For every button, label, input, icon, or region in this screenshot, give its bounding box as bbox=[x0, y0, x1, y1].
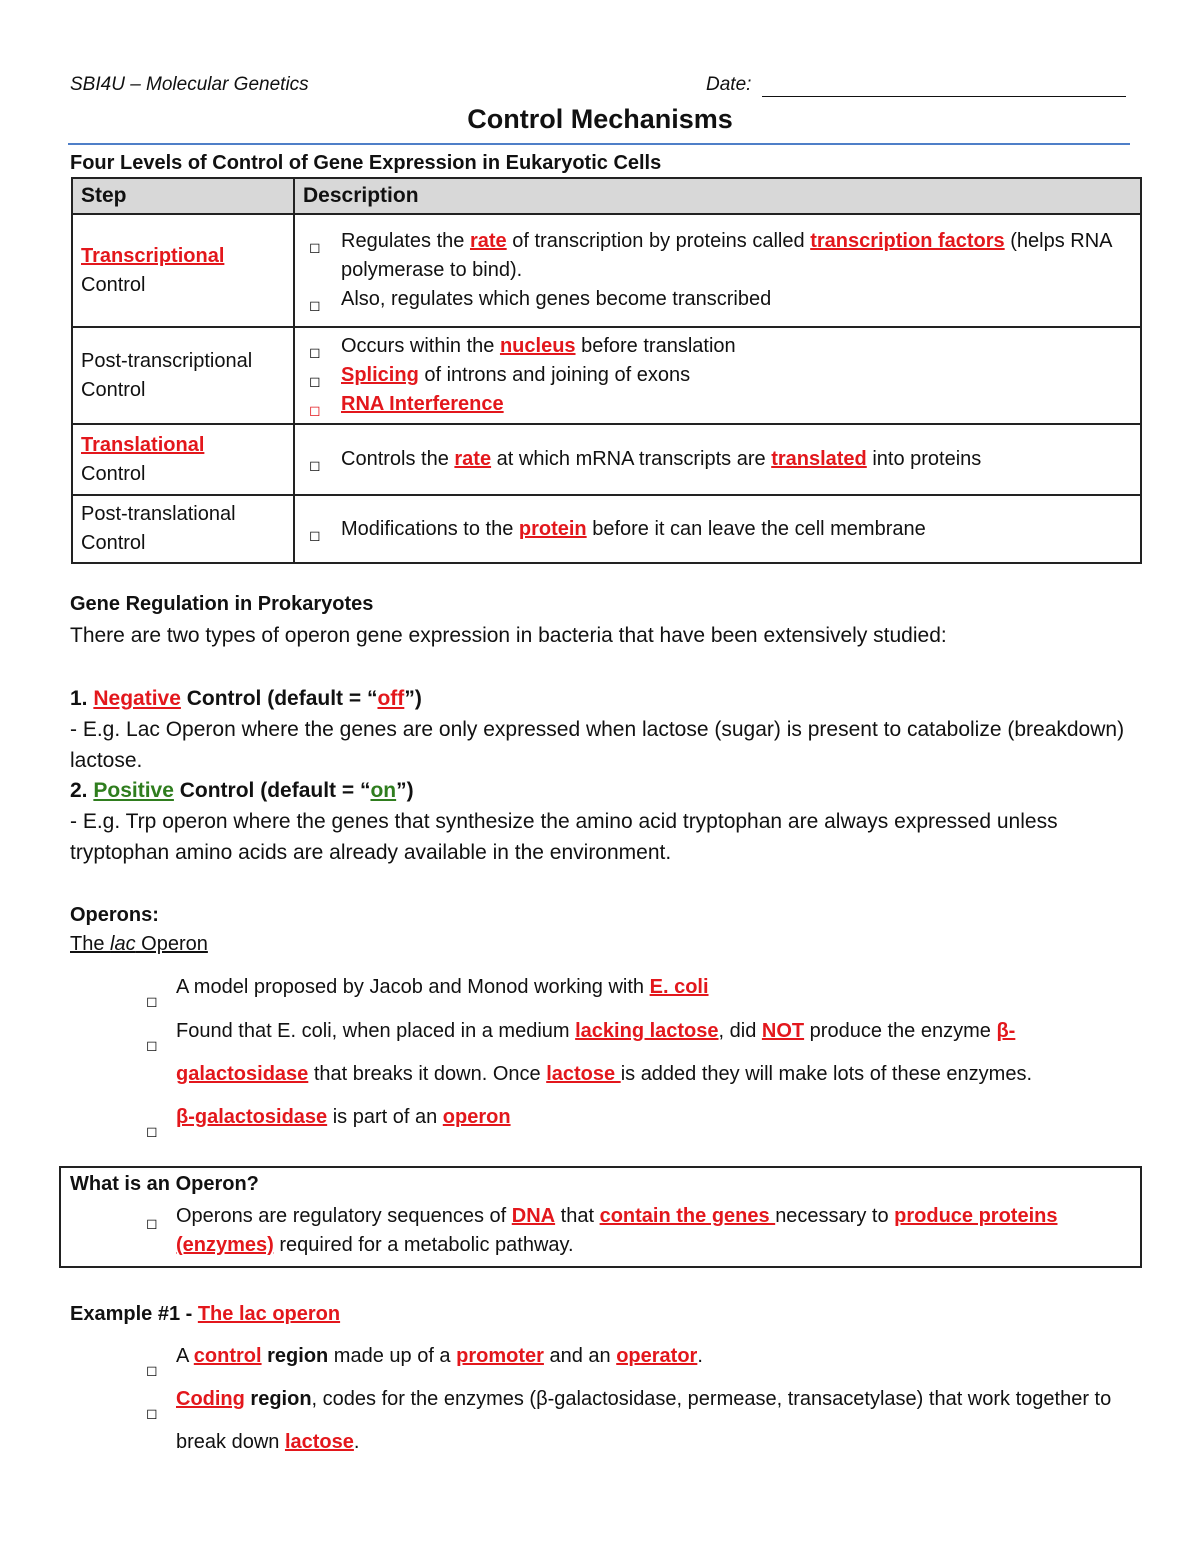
checkbox-bullet-icon: ◻ bbox=[309, 402, 321, 418]
step-suffix: Control bbox=[81, 273, 146, 296]
description-cell bbox=[294, 327, 1141, 424]
list-item: ◻ Regulates the rate of transcription by proteins called transcription factors (helps RNA polymerase to bind). bbox=[309, 230, 1112, 281]
answer-blank: operator bbox=[616, 1345, 698, 1367]
answer-blank: rate bbox=[469, 230, 507, 252]
step-suffix: Control bbox=[81, 462, 146, 485]
checkbox-bullet-icon: ◻ bbox=[309, 344, 321, 360]
answer-blank: rate bbox=[454, 448, 492, 470]
page-title: Control Mechanisms bbox=[467, 104, 733, 134]
table-row bbox=[72, 424, 1141, 495]
answer-blank: lactose bbox=[546, 1063, 621, 1085]
col-header-description: Description bbox=[294, 178, 1141, 214]
answer-blank: contain the genes bbox=[599, 1205, 776, 1227]
step-cell bbox=[72, 214, 294, 327]
step-cell: Post-translational Control bbox=[72, 495, 294, 563]
answer-blank: E. coli bbox=[649, 976, 709, 998]
answer-blank: nucleus bbox=[499, 335, 576, 357]
list-item: ◻ Also, regulates which genes become transcribed bbox=[307, 285, 1130, 314]
answer-blank: Splicing bbox=[341, 364, 419, 386]
checkbox-bullet-icon: ◻ bbox=[146, 993, 158, 1009]
answer-blank: lactose bbox=[284, 1431, 354, 1453]
answer-blank: transcription factors bbox=[810, 230, 1005, 252]
step-cell bbox=[72, 424, 294, 495]
step-cell: Post-transcriptional Control bbox=[72, 327, 294, 424]
list-item: ◻ Splicing of introns and joining of exons bbox=[307, 361, 1130, 390]
answer-blank: off bbox=[377, 687, 405, 710]
answer-blank: DNA bbox=[511, 1205, 556, 1227]
answer-blank: control bbox=[193, 1345, 262, 1367]
prokaryotes-intro: There are two types of operon gene expression in bacteria that have been extensively studied: bbox=[70, 624, 947, 647]
example-heading: Example #1 - The lac operon bbox=[70, 1303, 341, 1325]
negative-control-line: 1. Negative Control (default = “off”) bbox=[70, 687, 422, 710]
answer-blank: Coding bbox=[176, 1388, 245, 1410]
answer-blank: lacking lactose bbox=[575, 1020, 719, 1042]
answer-blank: NOT bbox=[761, 1020, 805, 1042]
description-cell bbox=[294, 495, 1141, 563]
list-item: ◻ Controls the rate at which mRNA transcripts are translated into proteins bbox=[307, 445, 1130, 474]
answer-blank: Transcriptional bbox=[81, 244, 225, 267]
list-item: ◻ A control region made up of a promoter and an operator. bbox=[146, 1335, 1136, 1378]
operon-box-title: What is an Operon? bbox=[70, 1173, 259, 1195]
table-row bbox=[72, 495, 1141, 563]
list-item: ◻ A model proposed by Jacob and Monod working with E. coli bbox=[146, 966, 1136, 1009]
control-levels-table bbox=[71, 177, 1142, 564]
title-underline-rule bbox=[68, 143, 1130, 145]
description-cell bbox=[294, 424, 1141, 495]
list-item: ◻ Found that E. coli, when placed in a medium lacking lactose, did NOT produce the enzyme β-galactosidase that breaks it down. Once lactose is added they will make lots of these enzymes. bbox=[146, 1020, 1032, 1085]
table-row bbox=[72, 327, 1141, 424]
checkbox-bullet-icon: ◻ bbox=[146, 1362, 158, 1378]
answer-blank: β-galactosidase bbox=[176, 1106, 328, 1128]
checkbox-bullet-icon: ◻ bbox=[146, 1037, 158, 1053]
list-item: ◻ Occurs within the nucleus before translation bbox=[307, 332, 1130, 361]
answer-blank: operon bbox=[442, 1106, 511, 1128]
answer-blank: promoter bbox=[456, 1345, 544, 1367]
answer-blank: protein bbox=[518, 517, 587, 540]
section-heading-prokaryotes: Gene Regulation in Prokaryotes bbox=[70, 593, 374, 615]
answer-blank: The lac operon bbox=[197, 1303, 341, 1325]
checkbox-bullet-icon: ◻ bbox=[309, 239, 321, 255]
list-item: ◻ Coding region, codes for the enzymes (β-galactosidase, permease, transacetylase) that work together to break down lactose. bbox=[146, 1388, 1112, 1453]
checkbox-bullet-icon: ◻ bbox=[309, 526, 321, 543]
date-label: Date: bbox=[706, 74, 752, 95]
col-header-step: Step bbox=[72, 178, 294, 214]
answer-blank: RNA Interference bbox=[341, 393, 504, 415]
answer-blank: β-galactosidase bbox=[176, 1020, 1016, 1085]
positive-control-line: 2. Positive Control (default = “on”) bbox=[70, 779, 414, 802]
negative-control-example: - E.g. Lac Operon where the genes are only expressed when lactose (sugar) is present to catabolize (breakdown) lactose. bbox=[70, 718, 1125, 772]
list-item: ◻ Modifications to the protein before it can leave the cell membrane bbox=[307, 515, 1130, 544]
checkbox-bullet-icon: ◻ bbox=[309, 297, 321, 313]
description-cell bbox=[294, 214, 1141, 327]
positive-control-example: - E.g. Trp operon where the genes that synthesize the amino acid tryptophan are always expressed unless tryptophan amino acids are already available in the environment. bbox=[70, 810, 1058, 864]
list-item bbox=[307, 390, 1130, 419]
table-header-row bbox=[72, 178, 1141, 214]
list-item: ◻ Operons are regulatory sequences of DNA that contain the genes necessary to produce proteins (enzymes) required for a metabolic pathway. bbox=[146, 1205, 1058, 1256]
answer-blank: Translational bbox=[81, 433, 205, 456]
answer-blank: translated bbox=[771, 448, 867, 470]
section-heading-operons: Operons: bbox=[70, 904, 159, 926]
checkbox-bullet-icon: ◻ bbox=[146, 1215, 158, 1231]
course-title: SBI4U – Molecular Genetics bbox=[70, 74, 309, 95]
answer-blank: on bbox=[370, 779, 397, 802]
step-suffix: Control bbox=[81, 532, 146, 554]
checkbox-bullet-icon: ◻ bbox=[309, 373, 321, 389]
checkbox-bullet-icon: ◻ bbox=[146, 1405, 158, 1421]
step-suffix: Control bbox=[81, 378, 146, 401]
table-heading: Four Levels of Control of Gene Expression in Eukaryotic Cells bbox=[70, 152, 662, 174]
date-blank-line bbox=[762, 96, 1126, 97]
answer-blank: Positive bbox=[93, 779, 174, 802]
checkbox-bullet-icon: ◻ bbox=[146, 1123, 158, 1139]
checkbox-bullet-icon: ◻ bbox=[309, 457, 321, 473]
lac-operon-subheading: The lac Operon bbox=[70, 933, 208, 955]
table-row bbox=[72, 214, 1141, 327]
answer-blank: Negative bbox=[93, 687, 181, 710]
list-item: ◻ β-galactosidase is part of an operon bbox=[146, 1096, 1136, 1139]
answer-blank: produce proteins (enzymes) bbox=[176, 1205, 1058, 1256]
